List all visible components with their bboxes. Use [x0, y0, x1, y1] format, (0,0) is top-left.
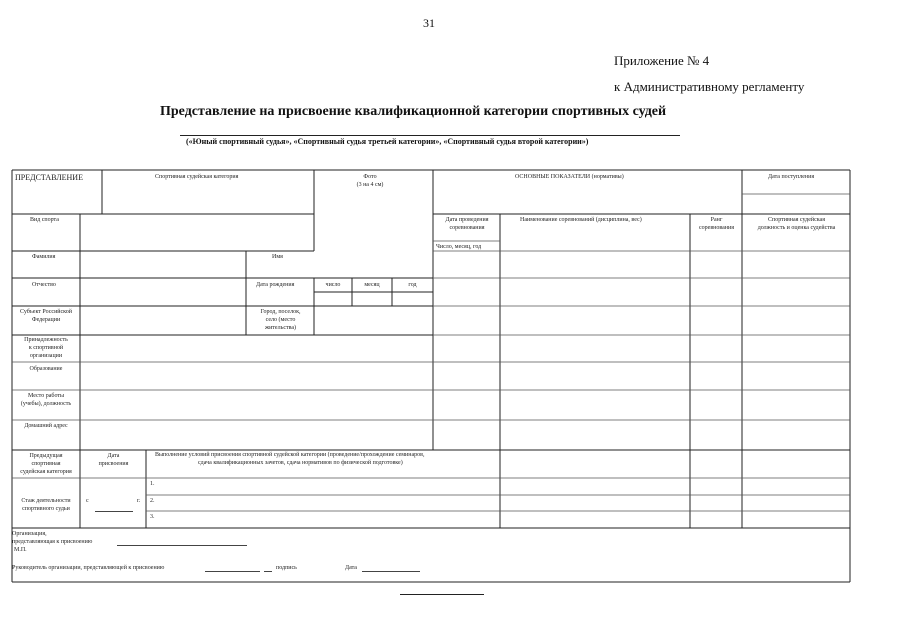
head-sign-blank	[264, 565, 272, 572]
work-label: Место работы	[27, 393, 65, 399]
region-label-2: Федерации	[31, 317, 61, 323]
org-label-2: к спортивной	[28, 345, 64, 351]
date-blank	[362, 565, 420, 572]
conditions-label-2: сдача квалификационных зачетов, сдача нормативов по физической подготовке)	[198, 460, 403, 466]
submitting-org-label-2: представляющая к присвоению	[12, 539, 93, 545]
prev-category-label-2: спортивная	[31, 461, 61, 467]
judge-position-label: Спортивная судейская	[768, 217, 825, 223]
experience-label: Стаж деятельности	[21, 498, 71, 504]
education-label: Образование	[29, 366, 63, 372]
photo-size-label: (3 на 4 см)	[356, 182, 384, 188]
receipt-date-label: Дата поступления	[768, 174, 815, 180]
held-date-label-2: соревнования	[449, 225, 485, 231]
rank-label: Ранг	[710, 217, 723, 223]
held-date-label: Дата проведения	[445, 217, 489, 223]
competition-name-label: Наименование соревнований (дисциплина, вес)	[520, 217, 642, 223]
representation-label: ПРЕДСТАВЛЕНИЕ	[15, 173, 83, 182]
condition-row-2: 2.	[150, 498, 155, 504]
assign-date-label-2: присвоения	[98, 461, 129, 467]
experience-label-2: спортивного судьи	[22, 506, 70, 512]
experience-from: с	[86, 498, 89, 504]
signature-label: подпись	[276, 565, 297, 571]
region-label: Субъект Российской	[20, 309, 72, 315]
prev-category-label: Предыдущая	[29, 453, 63, 459]
head-name-blank	[205, 565, 260, 572]
footer-rule	[400, 594, 484, 595]
condition-row-1: 1.	[150, 481, 155, 487]
day-month-year-label: Число, месяц, год	[436, 244, 482, 250]
name-label: Имя	[272, 254, 283, 260]
condition-row-3: 3.	[150, 514, 155, 520]
appendix-heading: Приложение № 4	[614, 53, 710, 68]
head-label: Руководитель организации, представляющей к присвоению	[12, 565, 165, 571]
org-name-blank	[117, 539, 247, 546]
document-subtitle: («Юный спортивный судья», «Спортивный судья третьей категории», «Спортивный судья второй категории»)	[186, 137, 589, 146]
assign-date-label: Дата	[107, 453, 120, 459]
year-label: год	[408, 282, 417, 288]
month-label: месяц	[364, 282, 380, 288]
birth-date-label: Дата рождения	[256, 282, 295, 288]
experience-blank	[95, 505, 133, 512]
sport-category-label: Спортивная судейская категория	[155, 174, 239, 180]
org-label-3: организации	[29, 353, 63, 359]
org-label: Принадлежность	[24, 337, 68, 343]
city-label-3: жительства)	[264, 325, 297, 331]
conditions-label: Выполнение условий присвоения спортивной судейской категории (проведение/прохождение семинаров,	[155, 452, 425, 458]
document-title: Представление на присвоение квалификационной категории спортивных судей	[160, 104, 667, 119]
work-label-2: (учебы), должность	[20, 401, 72, 407]
date-label: Дата	[345, 565, 357, 571]
main-indicators-label: ОСНОВНЫЕ ПОКАЗАТЕЛИ (нормативы)	[515, 174, 624, 180]
rank-label-2: соревнования	[699, 225, 734, 231]
judge-position-label-2: должность и оценка судейства	[757, 225, 836, 231]
photo-label: Фото	[363, 174, 377, 180]
home-address-label: Домашний адрес	[24, 423, 68, 429]
experience-year: г.	[137, 498, 141, 504]
prev-category-label-3: судейская категория	[20, 469, 72, 475]
city-label: Город, поселок,	[260, 309, 301, 315]
day-label: число	[325, 282, 341, 288]
sport-type-label: Вид спорта	[30, 217, 59, 223]
surname-label: Фамилия	[32, 254, 56, 260]
regulation-reference: к Административному регламенту	[614, 79, 805, 94]
page-number: 31	[423, 16, 435, 30]
city-label-2: село (место	[265, 317, 296, 323]
patronymic-label: Отчество	[32, 282, 56, 288]
stamp-label: М.П.	[14, 547, 27, 553]
title-underline	[180, 135, 680, 136]
submitting-org-label: Организация,	[12, 531, 47, 537]
